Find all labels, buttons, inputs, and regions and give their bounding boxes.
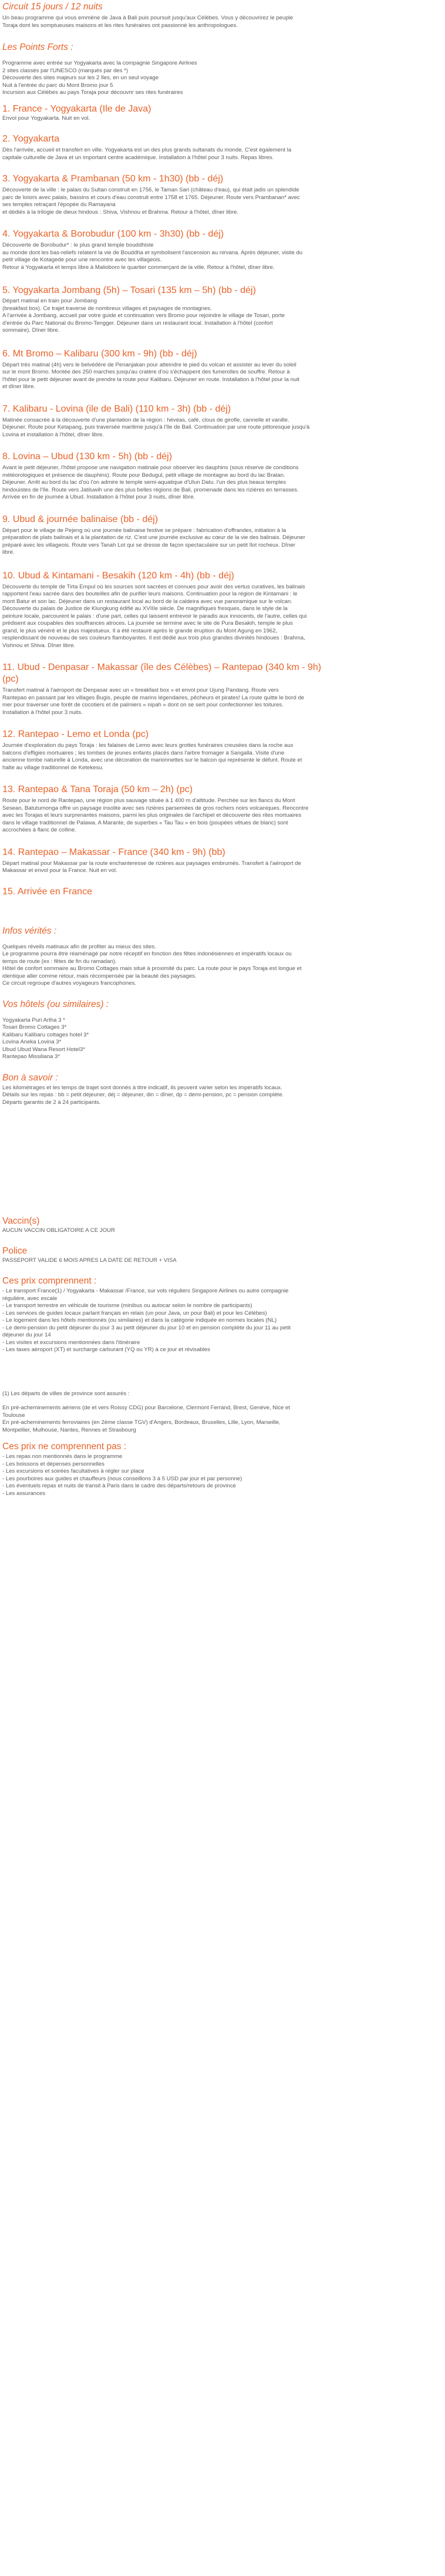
police-text: PASSEPORT VALIDE 6 MOIS APRES LA DATE DE RETOUR + VISA [2,1257,177,1264]
day-12-text: Journée d'exploration du pays Toraja : les falaises de Lemo avec leurs grottes funéraires creusées dans la roche aux balcons d'effigies mortuaires ; les tombes de jeunes enfants placés dans l'arbre fromager à Sangalla. Visite d'une ancienne tombe naturelle à Londa, avec une décoration de marionnettes sur le balcon qui représente le défunt. Route et halte au village traditionnel de Ketekesu. [2,742,302,771]
list-item: - Les assurances [2,1490,46,1497]
vaccins-title: Vaccin(s) [2,1216,40,1226]
infos-title: Infos vérités : [2,925,57,936]
list-item: - Les visites et excursions mentionnées dans l'itinéraire [2,1339,140,1346]
list-item: - Les services de guides locaux parlant français en relais (un pour Java, un pour Bali) et pour les Célèbes) [2,1309,267,1316]
day-2-text: Dès l'arrivée, accueil et transfert en ville. Yogyakarta est un des plus grands sultanats du monde. C'est également la capitale culturelle de Java et un important centre académique. Installation à l'hôtel pour 3 nuits. Repas libres. [2,147,292,161]
list-item: Yogyakarta Puri Artha 3 * [2,1016,65,1023]
day-4-title: 4. Yogyakarta & Borobudur (100 km - 3h30) (bb - déj) [2,229,224,239]
day-5-text: Départ matinal en train pour Jombang (breakfast box). Ce trajet traverse de nombreux villages et paysages de montagnes. A l'arrivée à Jombang, accueil par votre guide et continuation vers Bromo pour rejoindre le village de Tosari, porte d'entrée du Parc National du Bromo-Tengger. Déjeuner dans un restaurant local. Installation à l'hôtel (confort sommaire). Dîner libre. [2,298,285,334]
footnote-line: (1) Les départs de villes de province sont assurés : [2,1390,130,1397]
list-item: - Le logement dans les hôtels mentionnés (ou similaires) et dans la catégorie indiquée en normes locales (NL) [2,1317,277,1324]
day-8-title: 8. Lovina – Ubud (130 km - 5h) (bb - déj) [2,452,173,462]
list-item: Lovina Aneka Lovina 3* [2,1039,62,1045]
day-15-title: 15. Arrivée en France [2,886,92,897]
day-3-title: 3. Yogyakarta & Prambanan (50 km - 1h30) (bb - déj) [2,174,224,184]
day-11-text: Transfert matinal à l'aéroport de Denpasar avec un « breakfast box » et envol pour Ujung Pandang. Route vers Rantepao en passant par les villages Bugis, peuple de marins légendaires, pêcheurs et pirates! La route quitte le bord de mer pour traverser une forêt de cocotiers et de palmiers « nipah » dont on se sert pour confectionner les toitures. Installation à l'hôtel pour 3 nuits. [2,687,305,716]
vaccins-text: AUCUN VACCIN OBLIGATOIRE A CE JOUR [2,1227,115,1234]
points-forts-list [2,60,443,97]
points-forts-title: Les Points Forts : [2,42,73,52]
prix-ne-comprennent-list [2,1453,443,1497]
day-5-title: 5. Yogyakarta Jombang (5h) – Tosari (135 km – 5h) (bb - déj) [2,285,256,295]
list-item: - Le transport terrestre en véhicule de tourisme (minibus ou autocar selon le nombre de participants) [2,1302,252,1309]
footnote-line: En pré-acheminements ferroviaires (en 2ème classe TGV) d'Angers, Bordeaux, Bruxelles, Lille, Lyon, Marseille, [2,1419,281,1426]
list-item: - Les boissons et dépenses personnelles [2,1460,104,1467]
list-item: - Les excursions et soirées facultatives à régler sur place [2,1468,144,1474]
day-7-text: Matinée consacrée à la découverte d'une plantation de la région : hévéas, café, clous de girofle, cannelle et vanille. Déjeuner. Route pour Ketapang, puis traversée maritime jusqu'à l'île de Bali. Continuation par une route pittoresque jusqu'à Lovina et installation à l'hôtel, dîner libre. [2,416,310,438]
list-item: Programme avec entrée sur Yogyakarta avec la compagnie Singapore Airlines [2,60,197,66]
day-10-title: 10. Ubud & Kintamani - Besakih (120 km - 4h) (bb - déj) [2,570,234,581]
day-6-title: 6. Mt Bromo – Kalibaru (300 km - 9h) (bb - déj) [2,348,197,359]
list-item: - Les éventuels repas et nuits de transit à Paris dans le cadre des départs/retours de province [2,1483,236,1489]
list-item: Nuit à l'entrée du parc du Mont Bromo jour 5 [2,82,113,89]
day-10-text: Découverte du temple de Tirta Empul où les sources sont sacrées et connues pour avoir des vertus curatives, les balinais rapportent l'eau sacrée dans des bouteilles afin de purifier leurs maisons. Continuation pour la région de Kintamani : le mont Batur et son lac. Déjeuner dans un restaurant local au bord de la caldeira avec vue panoramique sur le volcan. Découverte du palais de Justice de Klungkung édifié au XVIIIe siècle. De magnifiques fresques, dans le style de la peinture locale, parcourent le palais : d'une part, celles qui laissent entrevoir le paradis aux innocents, de l'autre, celles qui prédisent aux coupables des souffrances atroces. La journée se termine avec le site de Pura Besakih, temple le plus grand, le plus vénéré et le plus majestueux. Il a été restauré après le grande éruption du Mont Agung en 1962, resplendissant de nouveau de ses couleurs flamboyantes. Il est dédié aux trois plus grandes divinités hindoues : Brahma, Vishnou et Shiva. Dîner libre. [2,583,307,649]
day-9-text: Départ pour le village de Pejeng où une journée balinaise festive se prépare : fabrication d'offrandes, initiation à la préparation de plats balinais et à la plantation de riz. C'est une journée exclusive au cœur de la vie des balinais. Déjeuner préparé avec les villageois. Route vers Tanah Lot qui se dresse de façon spectaculaire sur un petit îlot rocheux. Dîner libre. [2,527,305,555]
day-14-text: Départ matinal pour Makassar par la route enchanteresse de rizières aux paysages embrumés. Transfert à l'aéroport de Makassar et envol pour la France. Nuit en vol. [2,860,301,874]
prix-ne-comprennent-title: Ces prix ne comprennent pas : [2,1442,127,1452]
day-14-title: 14. Rantepao – Makassar - France (340 km - 9h) (bb) [2,847,225,857]
list-item: Tosari Bromo Cottages 3* [2,1024,67,1031]
list-item: 2 sites classés par l'UNESCO (marqués par des *) [2,67,129,74]
list-item: - Le demi-pension du petit déjeuner du jour 3 au petit déjeuner du jour 10 et en pension complète du jour 11 au petit [2,1324,291,1331]
day-1-title: 1. France - Yogyakarta (Ile de Java) [2,103,151,114]
day-9-title: 9. Ubud & journée balinaise (bb - déj) [2,514,159,524]
list-item: Découverte des sites majeurs sur les 2 îles, en un seul voyage [2,75,159,81]
list-item: - Les taxes aéroport (XT) et surcharge carburant (YQ ou YR) à ce jour et révisables [2,1346,210,1353]
list-item: déjeuner du jour 14 [2,1332,51,1338]
intro-text: Un beau programme qui vous emmène de Java à Bali puis poursuit jusqu'aux Célèbes. Vous y découvrirez le peuple Toraja dont les somptueuses maisons et les rites funéraires ont passionné les anthropologues. [2,15,294,29]
bon-a-savoir-title: Bon à savoir : [2,1072,58,1083]
list-item: - Le transport France(1) / Yogyakarta - Makassar /France, sur vols réguliers Singapore Airlines ou autre compagnie [2,1288,289,1294]
footnote-line: Toulouse [2,1412,25,1419]
list-item: Incursion aux Célèbes au pays Toraja pour découvrir ses rites funéraires [2,89,183,96]
hotels-title: Vos hôtels (ou similaires) : [2,999,109,1009]
day-8-text: Avant le petit déjeuner, l'hôtel propose une navigation matinale pour observer les dauphins (sous réserve de conditions météorologiques et présence de dauphins). Route pour Bedugul, petit village de montagne au bord du lac Bratan. Déjeuner. Arrêt au bord du lac d'où l'on admire le temple semi-aquatique d'Ulun Datu. l'un des plus beaux temples hindouistes de l'île. Route vers Jatiluwih une des plus belles régions de Bali, promenade dans les rizières en terrasses. Arrivée en fin de journée à Ubud. Installation à l'hôtel pour 3 nuits, dîner libre. [2,464,299,500]
list-item: Kalibaru Kalibaru cottages hotel 3* [2,1031,89,1038]
page-title: Circuit 15 jours / 12 nuits [2,2,103,12]
day-6-text: Départ très matinal (4h) vers le belvédère de Penanjakan pour atteindre le pied du volcan et assister au lever du soleil sur le mont Bromo. Montée des 250 marches jusqu'au cratère d'où s'échappent des fumerolles de souffre. Retour à l'hôtel pour le petit déjeuner avant de prendre la route pour Kalibaru. Déjeuner en route. Installation à l'hôtel pour la nuit et dîner libre. [2,361,300,390]
day-13-text: Route pour le nord de Rantepao, une région plus sauvage située à 1 400 m d'altitude. Perchée sur les flancs du Mont Sesean, Batutumonga offre un paysage insolite avec ses rizières parsemées de gros rochers noirs volcaniques. Rencontre avec les Torajas et leurs surprenantes maisons, parmi les plus originales de l'archipel et découverte des rites mortuaires dans le village traditionnel de Palawa. A Marante, de superbes « Tau Tau » en bois (poupées vêtues de blanc) sont accrochées à flanc de colline. [2,797,309,833]
day-1-text: Envol pour Yogyakarta. Nuit en vol. [2,115,90,122]
hotels-list [2,1017,443,1061]
list-item: - Les repas non mentionnés dans le programme [2,1453,123,1460]
bon-a-savoir-text: Les kilométrages et les temps de trajet sont donnés à titre indicatif, ils peuvent varier selon les impératifs locaux. Détails sur les repas : bb = petit déjeuner, déj = déjeuner, din = dîner, dp = demi-pension, pc = pension complète. Départs garantis de 2 à 24 participants. [2,1084,284,1106]
day-2-title: 2. Yogyakarta [2,134,59,144]
day-13-title: 13. Rantepao & Tana Toraja (50 km – 2h) (pc) [2,784,193,794]
list-item: Rantepao Missiliana 3* [2,1053,60,1060]
footnote-line: En pré-acheminements aériens (de et vers Roissy CDG) pour Barcelone, Clermont Ferrand, Brest, Genève, Nice et [2,1405,291,1411]
day-12-title: 12. Rantepao - Lemo et Londa (pc) [2,729,149,739]
list-item: régulière, avec escale [2,1295,58,1302]
prix-comprennent-title: Ces prix comprennent : [2,1276,97,1286]
infos-text: Quelques réveils matinaux afin de profiter au mieux des sites. Le programme pourra être réaménagé par notre réceptif en fonction des fêtes indonésiennes et impératifs locaux ou temps de route (ex : fêtes de fin du ramadan). Hôtel de confort sommaire au Bromo Cottages mais situé à proximité du parc. La route pour le pays Toraja est longue et identique aller comme retour, mais récompensée par la beauté des paysages. Ce circuit regroupe d'autres voyageurs francophones. [2,943,302,986]
footnote-line: Montpellier, Mulhouse, Nantes, Rennes et Strasbourg [2,1426,136,1433]
police-title: Police [2,1245,28,1256]
list-item: Ubud Ubud Wana Resort Hotel3* [2,1046,85,1053]
day-4-text: Découverte de Borobudur* : le plus grand temple bouddhiste au monde dont les bas-reliefs relatent la vie de Bouddha et symbolisent l'ascension au nirvana. Après déjeuner, visite du petit village de Kotagede pour une rencontre avec les villageois. Retour à Yogyakarta et temps libre à Malioboro le quartier commerçant de la ville. Retour à l'hôtel, dîner libre. [2,242,303,271]
day-11-title: 11. Ubud - Denpasar - Makassar (île des Célèbes) – Rantepao (340 km - 9h) (pc) [2,662,322,684]
day-7-title: 7. Kalibaru - Lovina (ile de Bali) (110 km - 3h) (bb - déj) [2,403,231,414]
list-item: - Les pourboires aux guides et chauffeurs (nous conseillons 3 à 5 USD par jour et par personne) [2,1475,242,1482]
day-3-text: Découverte de la ville : le palais du Sultan construit en 1756, le Taman Sari (château d'eau), qui était jadis un splendide parc de loisirs avec palais, bassins et cours d'eau construit entre 1758 et 1765. Déjeuner. Route vers Prambanan* avec ses temples retraçant l'épopée du Ramayana et dédiés à la trilogie de dieux hindous : Shiva, Vishnou et Brahma. Retour à l'hôtel, dîner libre. [2,187,300,215]
footnote [2,1390,443,1435]
prix-comprennent-list [2,1288,443,1354]
